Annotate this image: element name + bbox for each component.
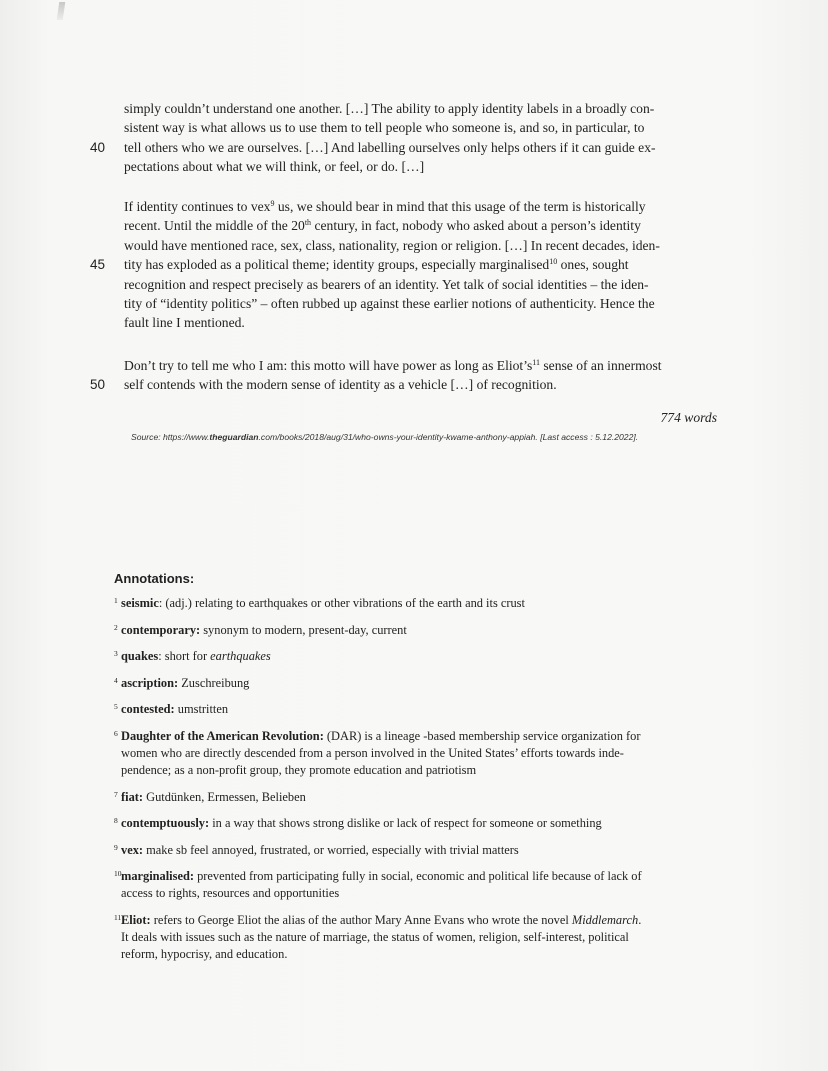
annotation-number: 11	[114, 913, 122, 922]
annotation-number: 10	[114, 869, 122, 878]
annotation-continuation: women who are directly descended from a person involved in the United States’ efforts towards inde-	[121, 745, 624, 760]
footnote-ref: 11	[532, 358, 540, 367]
text-fragment: Don’t try to tell me who I am: this motto will have power as long as Eliot’s	[124, 358, 533, 373]
annotation-continuation: It deals with issues such as the nature of marriage, the status of women, religion, self-interest, political	[121, 930, 629, 944]
annotation-definition: Gutdünken, Ermessen, Belieben	[143, 789, 306, 804]
footnote-ref: 9	[270, 199, 275, 208]
text-line: pectations about what we will think, or feel, or do. […]	[124, 159, 425, 175]
annotation-item	[114, 622, 714, 639]
annotation-body	[121, 676, 249, 690]
paragraph-2	[90, 197, 720, 333]
annotations-heading: Annotations:	[114, 571, 195, 586]
annotation-term: Eliot:	[121, 913, 151, 927]
paragraph-3	[90, 356, 720, 395]
text-fragment: recent. Until the middle of the 20	[124, 218, 305, 234]
text-line: tity of “identity politics” – often rubbed up against these earlier notions of authenticity. Hence the	[124, 296, 655, 312]
source-citation	[131, 432, 731, 442]
paragraph-1	[90, 99, 720, 177]
source-suffix: .com/books/2018/aug/31/who-owns-your-identity-kwame-anthony-appiah. [Last access : 5.12.2022].	[258, 432, 639, 442]
annotation-continuation: reform, hypocrisy, and education.	[121, 947, 288, 961]
annotation-number: 7	[114, 789, 118, 799]
annotation-definition: refers to George Eliot the alias of the author Mary Anne Evans who wrote the novel	[150, 913, 572, 927]
annotations-section	[114, 570, 714, 973]
text-fragment: sense of an innermost	[539, 358, 662, 373]
annotation-continuation: pendence; as a non-profit group, they promote education and patriotism	[121, 762, 477, 777]
annotation-body	[121, 729, 641, 743]
text-fragment: If identity continues to vex	[124, 199, 271, 214]
annotation-item	[114, 595, 714, 612]
text-fragment: us, we should bear in mind that this usage of the term is historically	[274, 199, 646, 214]
text-line: sistent way is what allows us to use them to tell people who someone is, and so, in particular, to	[124, 120, 645, 136]
annotation-number: 8	[114, 816, 118, 825]
annotation-definition: synonym to modern, present-day, current	[200, 622, 407, 637]
annotation-number: 9	[114, 842, 118, 852]
text-line: fault line I mentioned.	[124, 315, 245, 331]
text-line	[90, 138, 720, 157]
annotation-item	[114, 912, 714, 963]
annotation-term: contested:	[121, 702, 175, 716]
text-fragment: century, in fact, nobody who asked about a person’s identity	[311, 218, 641, 234]
annotation-italic: Middlemarch	[571, 913, 639, 927]
annotation-number: 5	[114, 702, 118, 711]
annotation-number: 2	[114, 622, 118, 632]
annotation-definition: prevented from participating fully in social, economic and political life because of lack of	[193, 869, 642, 883]
annotation-body	[121, 623, 407, 637]
text-line	[124, 197, 720, 216]
footnote-ref: 10	[549, 257, 558, 267]
text-line	[90, 255, 720, 274]
text-line	[124, 356, 720, 375]
annotation-term: seismic	[121, 596, 159, 610]
annotation-item	[114, 728, 714, 779]
annotation-definition: : short for	[158, 649, 211, 663]
text-fragment: ones, sought	[557, 257, 629, 273]
annotation-term: ascription:	[121, 675, 179, 690]
annotations-list	[114, 595, 714, 963]
text-line: recognition and respect precisely as bearers of an identity. Yet talk of social identities – the iden-	[124, 276, 649, 292]
ordinal-suffix: th	[304, 218, 312, 228]
annotation-body	[121, 816, 602, 830]
annotation-body	[121, 913, 641, 927]
line-number: 40	[90, 139, 106, 155]
line-number: 50	[90, 377, 106, 393]
annotation-number: 3	[114, 649, 118, 658]
annotation-body	[121, 869, 642, 883]
annotation-item	[114, 675, 714, 692]
annotation-term: Daughter of the American Revolution:	[121, 728, 324, 743]
text-line	[90, 375, 720, 394]
source-domain: theguardian	[209, 432, 259, 442]
annotation-body	[121, 790, 306, 804]
annotation-item	[114, 815, 714, 832]
annotation-continuation: access to rights, resources and opportunities	[121, 886, 340, 900]
annotation-definition: in a way that shows strong dislike or lack of respect for someone or something	[209, 816, 602, 830]
annotation-definition: make sb feel annoyed, frustrated, or worried, especially with trivial matters	[143, 842, 519, 857]
text-fragment: tity has exploded as a political theme; identity groups, especially marginalised	[124, 257, 550, 273]
source-prefix: Source: https://www.	[131, 432, 210, 442]
annotation-body	[121, 702, 228, 716]
annotation-term: quakes	[121, 649, 159, 663]
scan-artifact	[57, 2, 66, 20]
annotation-definition: Zuschreibung	[178, 675, 250, 690]
line-number: 45	[90, 257, 106, 273]
annotation-body	[121, 596, 525, 610]
annotation-item	[114, 842, 714, 859]
annotation-item	[114, 701, 714, 718]
text-line	[124, 216, 720, 235]
annotation-term: vex:	[121, 842, 144, 857]
annotation-term: marginalised:	[121, 869, 194, 883]
text-line-content: tell others who we are ourselves. […] And labelling ourselves only helps others if it can guide ex-	[124, 139, 656, 155]
annotation-definition: .	[638, 913, 642, 927]
text-line-content: self contends with the modern sense of identity as a vehicle […] of recognition.	[124, 377, 557, 393]
text-line: would have mentioned race, sex, class, nationality, region or religion. […] In recent decades, iden-	[124, 237, 660, 253]
annotation-number: 4	[114, 675, 118, 685]
annotation-item	[114, 868, 714, 902]
annotation-body	[121, 843, 519, 857]
word-count: 774 words	[660, 410, 717, 425]
annotation-definition: (DAR) is a lineage -based membership service organization for	[323, 728, 641, 743]
annotation-term: fiat:	[121, 789, 144, 804]
annotation-definition: umstritten	[174, 702, 229, 716]
annotation-term: contemporary:	[121, 622, 201, 637]
annotation-item	[114, 789, 714, 806]
annotation-term: contemptuously:	[121, 816, 210, 830]
annotation-number: 6	[114, 728, 118, 738]
annotation-number: 1	[114, 596, 118, 605]
annotation-item	[114, 648, 714, 665]
annotation-italic: earthquakes	[210, 649, 271, 663]
annotation-body	[121, 649, 271, 663]
annotation-definition: : (adj.) relating to earthquakes or other vibrations of the earth and its crust	[158, 596, 525, 610]
text-line: simply couldn’t understand one another. […] The ability to apply identity labels in a broadly con-	[124, 101, 655, 116]
